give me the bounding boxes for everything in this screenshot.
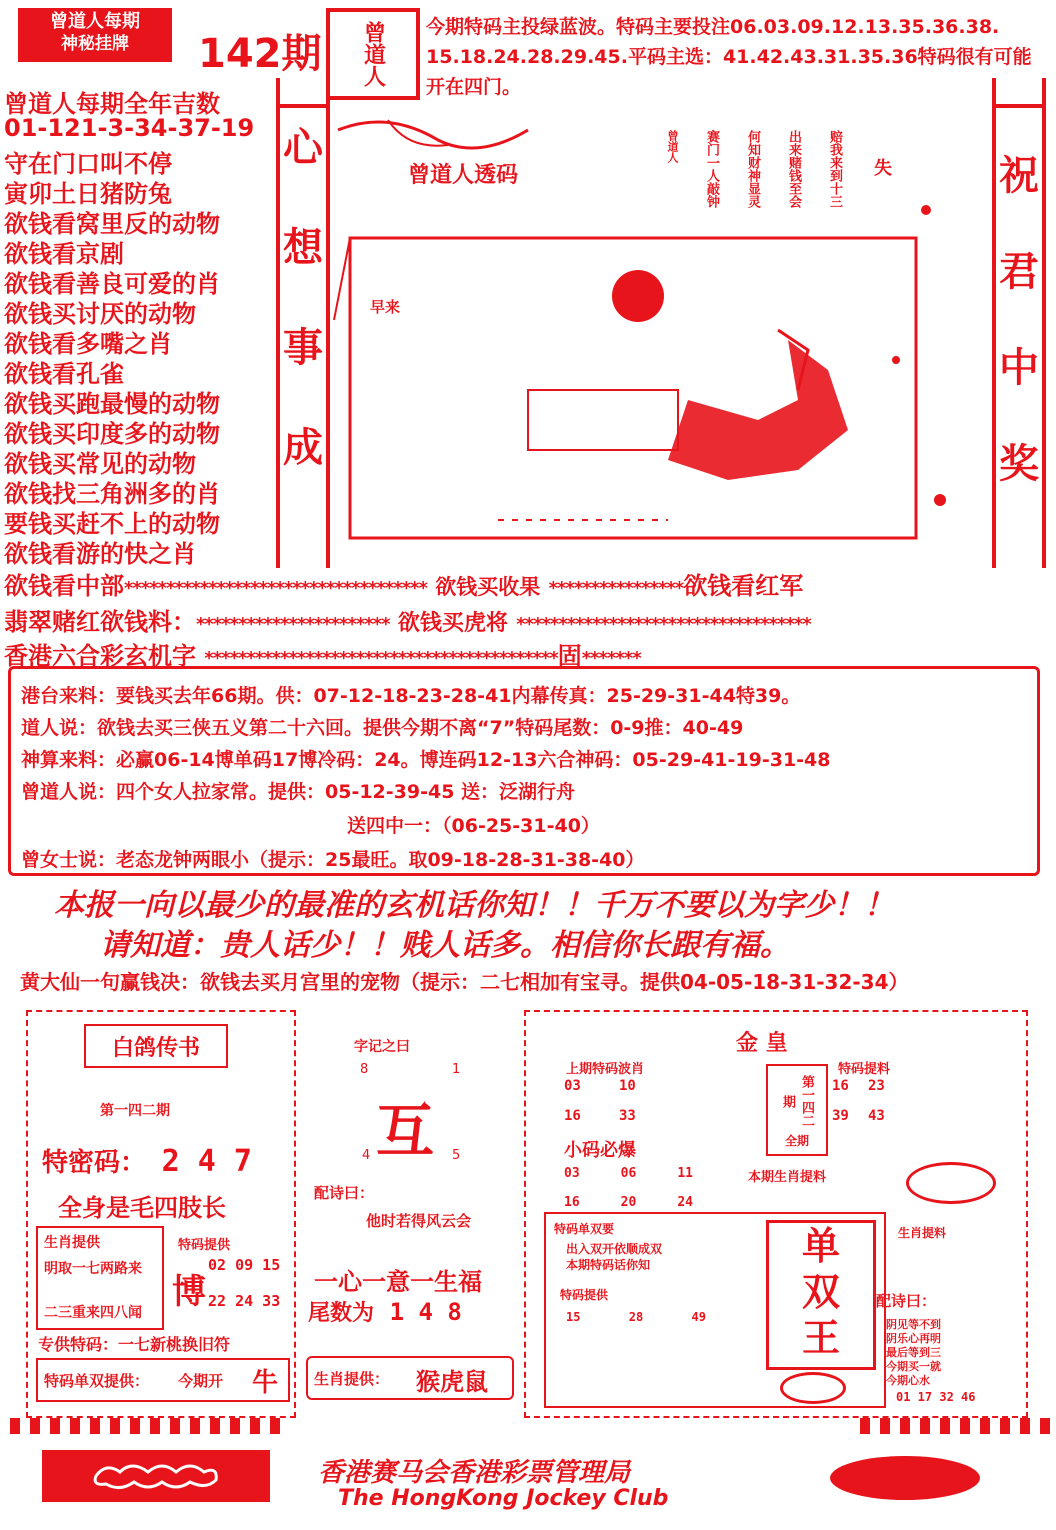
- flower-icon: [780, 1372, 846, 1404]
- star-line-1-mid: 欲钱买收果: [435, 575, 541, 599]
- left-strip-char: 事: [283, 325, 323, 371]
- right-strip-char: 中: [999, 345, 1039, 391]
- small-num: 24: [677, 1195, 693, 1210]
- sd-label: 特码单双要: [554, 1222, 615, 1236]
- right-banner-strip: [992, 78, 1046, 568]
- spec-supply-label: 特码提供: [560, 1288, 609, 1302]
- right-strip-char: 祝: [999, 153, 1039, 199]
- char-n4: 4: [362, 1148, 371, 1163]
- picture-poem: [664, 130, 844, 220]
- footer-left-emblem: [42, 1450, 270, 1502]
- carrier-title-box: [84, 1024, 228, 1068]
- poem-lines: [886, 1316, 941, 1386]
- sd-box: [544, 1212, 886, 1408]
- riddle-item: 曾道人每期全年吉数: [4, 90, 220, 118]
- spec-num: 23: [868, 1078, 885, 1094]
- last-num: 33: [619, 1108, 636, 1124]
- info-line: 道人说：欲钱去买三侠五义第二十六回。提供今期不离“7”特码尾数：0-9推：40-49: [21, 717, 744, 739]
- star-line-2: [4, 602, 811, 637]
- bottom-nums: 01 17 32 46: [896, 1390, 976, 1404]
- star-line-2-stars2: ***********************************: [516, 614, 811, 635]
- left-strip-char: 成: [283, 425, 323, 471]
- poem-col: 曾道人: [666, 130, 679, 163]
- slogan-line-2: 请知道：贵人话少！！贱人话多。相信你长跟有福。: [100, 928, 790, 963]
- nums-row-2: 22 24 33: [208, 1292, 281, 1310]
- poem-col: 出来赌钱至会: [786, 130, 801, 208]
- riddle-item: 欲钱买印度多的动物: [4, 420, 220, 448]
- single-double-label: 特码单双提供：: [44, 1372, 150, 1390]
- right-strip-char: 奖: [999, 441, 1039, 487]
- last-label: 上期特码波肖: [566, 1062, 645, 1077]
- bo-char: 博: [172, 1272, 206, 1312]
- last-nums: [564, 1078, 674, 1124]
- picture-extra-char: 失: [874, 158, 892, 179]
- right-top-title: 金 皇: [736, 1031, 788, 1056]
- king-char: 单: [801, 1224, 840, 1268]
- huang-daxian: 黄大仙一句赢钱决：欲钱去买月宫里的宠物（提示：二七相加有宝寻。提供04-05-18-31-32-34）: [20, 970, 909, 994]
- small-num: 20: [620, 1195, 637, 1210]
- special-offer: [38, 1332, 230, 1355]
- char-n5: 5: [452, 1148, 461, 1163]
- riddle-item: 欲钱看窝里反的动物: [4, 210, 220, 238]
- small-num: 03: [564, 1166, 580, 1181]
- star-line-3-stars2: *******: [581, 648, 641, 669]
- mid-bottom-panel: [296, 1010, 520, 1414]
- poem-col: 赔我来到十三: [827, 130, 842, 208]
- star-line-1-head: 欲钱看中部: [4, 572, 124, 600]
- footer-right-emblem: [830, 1456, 980, 1500]
- last-num: 10: [619, 1078, 636, 1094]
- emblem-icon: [906, 1162, 996, 1204]
- big-char: 互: [376, 1097, 435, 1165]
- issue-text: 第一四二期: [780, 1075, 814, 1127]
- seal-text: 曾道人: [360, 21, 386, 87]
- info-line: 神算来料：必赢06-14博单码17博冷码：24。博连码12-13六合神码：05-29-41-19-31-48: [21, 749, 831, 771]
- small-nums: [564, 1166, 734, 1210]
- left-bottom-panel: [26, 1010, 296, 1418]
- info-box: [8, 666, 1040, 876]
- sd-text: 本期特码话你知: [566, 1258, 651, 1272]
- star-line-1-tail: 欲钱看红军: [683, 572, 804, 600]
- issue-number: 142期: [198, 31, 322, 77]
- picture-side-text: 早来: [370, 298, 401, 316]
- single-double-zodiac: 牛: [252, 1368, 279, 1398]
- special-row: [42, 1142, 252, 1179]
- poem-line: 今期心水: [886, 1374, 930, 1387]
- mid-zodiac-value: 猴虎鼠: [416, 1368, 488, 1396]
- star-line-2-stars: ***********************: [196, 614, 390, 635]
- logo-line1: 曾道人每期: [50, 11, 140, 32]
- zodiac-line: 二三重来四八闻: [44, 1305, 142, 1321]
- star-line-1-stars: ************************************: [124, 578, 427, 599]
- poem-label: 配诗曰：: [314, 1184, 375, 1202]
- star-line-3-stars: ******************************************: [204, 648, 558, 669]
- riddle-item: 欲钱买跑最慢的动物: [4, 390, 220, 418]
- tail-row: [308, 1296, 462, 1327]
- panel-issue: 第一四二期: [100, 1103, 170, 1119]
- mid-slogan: 一心一意一生福: [314, 1267, 482, 1296]
- char-n8: 8: [360, 1062, 369, 1077]
- king-char: 双: [801, 1270, 840, 1314]
- poem-line: 阴见等不到: [886, 1318, 941, 1331]
- small-label: 小码必爆: [564, 1140, 636, 1161]
- tail-label: 尾数为: [308, 1301, 375, 1326]
- spec-supply-num: 28: [628, 1310, 644, 1324]
- star-line-1: [4, 566, 803, 601]
- star-line-1-stars2: ****************: [548, 578, 684, 599]
- poem-line: 阴乐心再明: [886, 1332, 941, 1345]
- nums-label: 特码提供: [178, 1238, 231, 1253]
- riddle-item: 欲钱看游的快之肖: [4, 540, 196, 568]
- char-title: 字记之曰: [354, 1039, 410, 1055]
- spec-num: 16: [832, 1078, 849, 1094]
- small-num: 11: [677, 1166, 693, 1181]
- riddle-item: 欲钱看善良可爱的肖: [4, 270, 220, 298]
- poem-line: 他时若得风云会: [366, 1212, 472, 1230]
- single-double-box: [36, 1358, 290, 1402]
- last-num: 16: [564, 1108, 581, 1124]
- poem-col: 何知财神显灵: [745, 130, 760, 208]
- slogan-line-1: 本报一向以最少的最准的玄机话你知！！千万不要以为字少！！: [54, 888, 894, 923]
- left-strip-char: 心: [283, 125, 323, 171]
- tail-nums: 1 4 8: [389, 1298, 462, 1326]
- info-line: 曾女士说：老态龙钟两眼小（提示：25最旺。取09-18-28-31-38-40）: [21, 849, 645, 871]
- issue-sub: 全期: [784, 1134, 809, 1148]
- small-num: 06: [620, 1166, 637, 1181]
- star-line-3-mid: 固: [557, 642, 582, 670]
- special-offer-label: 专供特码：: [38, 1335, 119, 1354]
- riddle-item: 欲钱看多嘴之肖: [4, 330, 172, 358]
- riddle-item: 欲钱看孔雀: [4, 360, 124, 388]
- cloud-icon: [86, 1458, 226, 1494]
- star-line-2-mid: 欲钱买虎将: [397, 611, 508, 636]
- king-char: 王: [801, 1316, 840, 1360]
- riddle-item: 欲钱买讨厌的动物: [4, 300, 196, 328]
- seal-stamp: [326, 8, 420, 100]
- picture-caption: 曾道人透码: [408, 163, 519, 188]
- spec-supply-num: 49: [691, 1310, 706, 1324]
- special-label: 特密码：: [42, 1148, 147, 1178]
- header-logo: [18, 8, 172, 62]
- sd-text: 出入双开依顺成双: [566, 1242, 663, 1256]
- mid-zodiac-box: [306, 1356, 514, 1400]
- zodiac-line: 明取一七两路来: [44, 1261, 142, 1277]
- decorative-border-right: [860, 1418, 1050, 1434]
- right-label: 生肖提料: [898, 1226, 947, 1240]
- riddle-item: 寅卯土日猪防兔: [4, 180, 172, 208]
- top-text-2: 15.18.24.28.29.45.平码主选：41.42.43.31.35.36特码很有可能: [426, 46, 1032, 68]
- special-offer-text: 一七新桃换旧符: [118, 1335, 231, 1354]
- spec-supply-num: 15: [566, 1310, 581, 1324]
- issue-block: [766, 1064, 828, 1156]
- top-text-3: 开在四门。: [426, 76, 522, 98]
- left-strip-char: 想: [283, 225, 323, 271]
- poem-line: 今期买一就: [886, 1360, 941, 1373]
- special-riddle: 全身是毛四肢长: [58, 1194, 226, 1222]
- poem-col: 赛门一人敲钟: [704, 130, 719, 208]
- spec-label: 特码提料: [838, 1062, 891, 1077]
- logo-line2: 神秘挂牌: [61, 34, 129, 54]
- riddle-list: [4, 84, 272, 568]
- spec-supply-nums: [566, 1310, 706, 1324]
- left-banner-strip: [276, 78, 330, 568]
- info-line: 送四中一：（06-25-31-40）: [347, 815, 600, 837]
- special-nums: 2 4 7: [161, 1144, 252, 1179]
- info-line: 港台来料：要钱买去年66期。供：07-12-18-23-28-41内幕传真：25-29-31-44特39。: [21, 685, 801, 707]
- riddle-item: 欲钱买常见的动物: [4, 450, 196, 478]
- riddle-item: 欲钱看京剧: [4, 240, 124, 268]
- riddle-item: 欲钱找三角洲多的肖: [4, 480, 220, 508]
- riddle-item: 要钱买赶不上的动物: [4, 510, 220, 538]
- spec-num: 39: [832, 1108, 849, 1124]
- riddle-item: 守在门口叫不停: [4, 150, 172, 178]
- top-text-1: 今期特码主投绿蓝波。特码主要投注06.03.09.12.13.35.36.38.: [426, 16, 1000, 38]
- info-line: 曾道人说：四个女人拉家常。提供：05-12-39-45 送：泛湖行舟: [21, 781, 576, 803]
- spec-nums: [832, 1078, 904, 1124]
- zodiac-label: 生肖提供: [44, 1235, 100, 1251]
- riddle-item: 01-121-3-34-37-19: [4, 114, 255, 142]
- footer-org-cn: 香港赛马会香港彩票管理局: [318, 1458, 631, 1488]
- carrier-title: 白鸽传书: [111, 1034, 200, 1061]
- star-line-3-head: 香港六合彩玄机字: [4, 642, 196, 670]
- poem-line: 最后等到三: [886, 1346, 941, 1359]
- small-num: 16: [564, 1195, 580, 1210]
- nums-row-1: 02 09 15: [208, 1256, 281, 1274]
- right-strip-char: 君: [999, 249, 1039, 295]
- footer-org-en: The HongKong Jockey Club: [338, 1486, 669, 1511]
- peishi-label: 配诗曰：: [876, 1292, 937, 1310]
- star-line-2-head: 翡翠赌红欲钱料：: [4, 608, 196, 636]
- spec-num: 43: [868, 1108, 885, 1124]
- single-double-value: 今期开: [178, 1372, 224, 1390]
- char-n1: 1: [452, 1062, 461, 1077]
- right-bottom-panel: [524, 1010, 1028, 1418]
- tail-caption: 本期生肖提料: [748, 1170, 827, 1185]
- last-num: 03: [564, 1078, 581, 1094]
- zodiac-box: [36, 1226, 164, 1330]
- center-picture: [328, 100, 984, 556]
- mid-zodiac-label: 生肖提供：: [314, 1370, 390, 1388]
- king-box: [766, 1220, 876, 1370]
- decorative-border-left: [10, 1418, 280, 1434]
